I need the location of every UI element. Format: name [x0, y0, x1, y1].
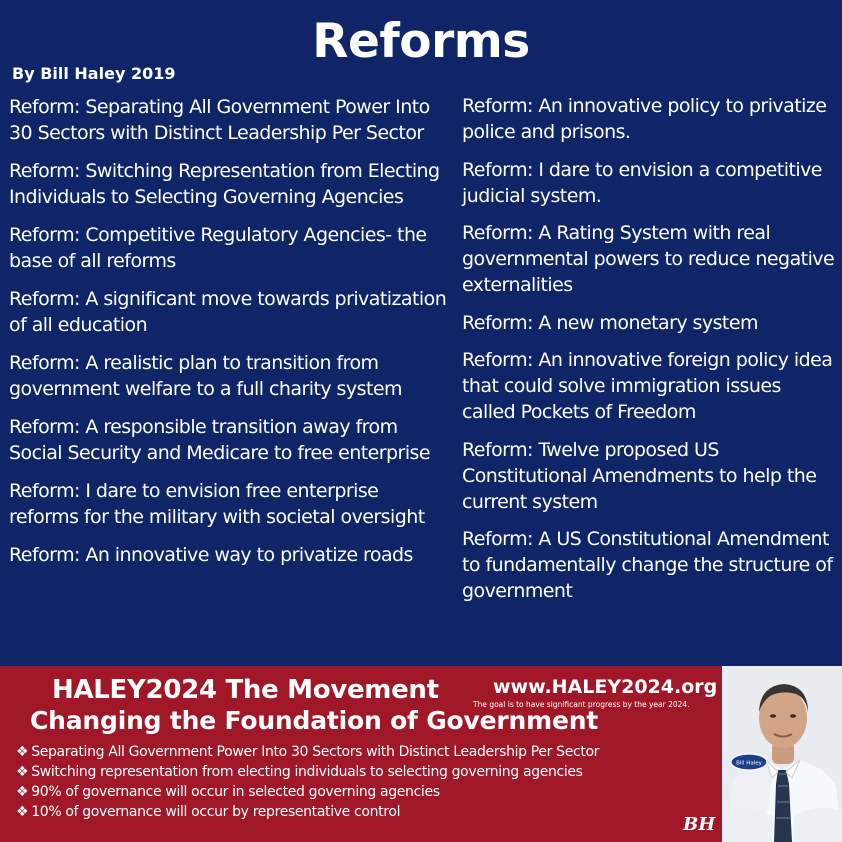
slogan: Changing the Foundation of Government — [30, 706, 599, 735]
initials-logo: BH — [683, 814, 716, 835]
name-tag-text: Bill Haley — [736, 760, 762, 767]
reform-item: Reform: A realistic plan to transition from government welfare to a full charity system — [9, 352, 402, 400]
movement-title: HALEY2024 The Movement — [52, 675, 439, 705]
reform-item: Reform: I dare to envision free enterprise reforms for the military with societal oversight — [9, 480, 425, 528]
banner-bullet-list — [16, 742, 599, 822]
reform-item: Reform: A responsible transition away from Social Security and Medicare to free enterprise — [9, 416, 431, 464]
reform-item: Reform: Switching Representation from Electing Individuals to Selecting Governing Agencies — [9, 160, 440, 208]
movement-banner — [0, 666, 722, 842]
banner-bullet: ❖ 10% of governance will occur by representative control — [16, 804, 401, 820]
reform-item: Reform: A significant move towards privatization of all education — [9, 288, 447, 336]
reform-item: Reform: A new monetary system — [462, 311, 758, 334]
banner-bullet: ❖ Switching representation from electing individuals to selecting governing agencies — [16, 764, 583, 780]
byline: By Bill Haley 2019 — [12, 64, 176, 83]
goal-note: The goal is to have significant progress by the year 2024. — [473, 700, 690, 709]
reforms-list-left — [9, 94, 449, 580]
reform-item: Reform: I dare to envision a competitive judicial system. — [462, 158, 822, 207]
reform-item: Reform: An innovative policy to privatize police and prisons. — [462, 95, 827, 143]
portrait-photo — [722, 666, 842, 842]
diamond-bullet-icon: ❖ — [16, 784, 29, 800]
reform-item: Reform: Competitive Regulatory Agencies- the base of all reforms — [9, 224, 427, 272]
portrait-illustration — [722, 666, 842, 842]
reform-item: Reform: Separating All Government Power Into 30 Sectors with Distinct Leadership Per Sector — [9, 96, 430, 144]
diamond-bullet-icon: ❖ — [16, 744, 29, 760]
diamond-bullet-icon: ❖ — [16, 804, 29, 820]
reform-item: Reform: A US Constitutional Amendment to fundamentally change the structure of government — [462, 528, 833, 602]
reforms-list-right — [462, 93, 838, 616]
reform-item: Reform: An innovative foreign policy idea that could solve immigration issues called Pockets of Freedom — [462, 349, 833, 423]
banner-bullet: ❖ Separating All Government Power Into 30 Sectors with Distinct Leadership Per Sector — [16, 744, 600, 760]
reform-item: Reform: Twelve proposed US Constitutional Amendments to help the current system — [462, 438, 817, 513]
banner-bullet: ❖ 90% of governance will occur in selected governing agencies — [16, 784, 440, 800]
page-title: Reforms — [312, 14, 530, 69]
reform-item: Reform: A Rating System with real governmental powers to reduce negative externalities — [462, 222, 835, 296]
reform-item: Reform: An innovative way to privatize roads — [9, 544, 413, 566]
website-link[interactable]: www.HALEY2024.org — [493, 676, 718, 698]
diamond-bullet-icon: ❖ — [16, 764, 29, 780]
